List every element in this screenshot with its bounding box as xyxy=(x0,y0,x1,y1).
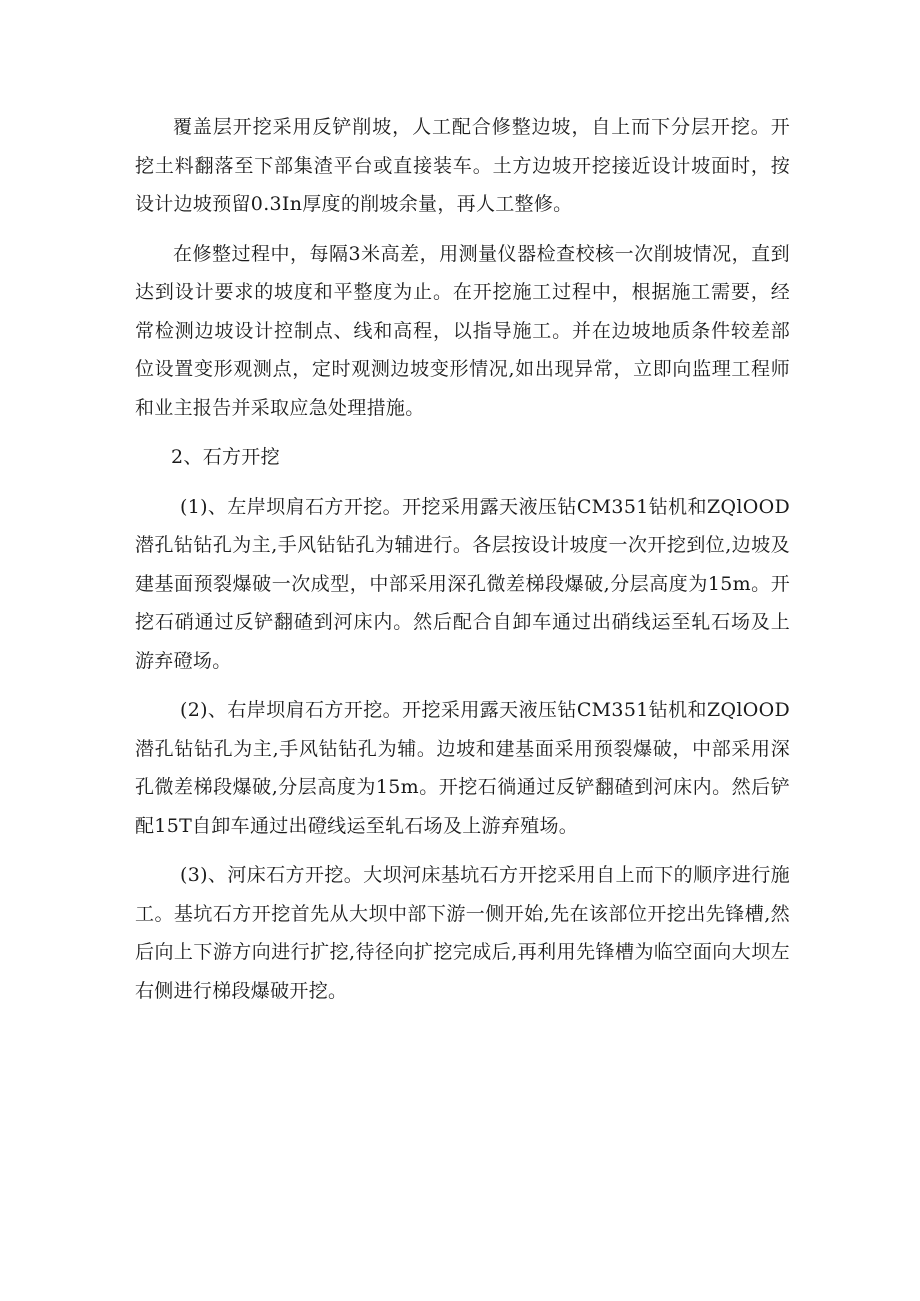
section-heading-rock-excavation: 2、石方开挖 xyxy=(171,446,280,468)
paragraph-overburden-excavation: 覆盖层开挖采用反铲削坡，人工配合修整边坡，自上而下分层开挖。开挖土料翻落至下部集渣平台或直接装车。土方边坡开挖接近设计坡面时，按设计边坡预留0.3In厚度的削坡余量，再人工整修。 xyxy=(135,116,790,215)
list-item-right-abutment: (2)、右岸坝肩石方开挖。开挖采用露天液压钻CM351钻机和ZQlOOD潜孔钻钻孔为主,手风钻钻孔为辅。边坡和建基面采用预裂爆破，中部采用深孔微差梯段爆破,分层高度为15m。开挖石徜通过反铲翻碴到河床内。然后铲配15T自卸车通过出磴线运至轧石场及上游弃殖场。 xyxy=(135,699,790,837)
document-body xyxy=(135,108,790,1021)
list-item-riverbed: (3)、河床石方开挖。大坝河床基坑石方开挖采用自上而下的顺序进行施工。基坑石方开挖首先从大坝中部下游一侧开始,先在该部位开挖出先锋槽,然后向上下游方向进行扩挖,待径向扩挖完成后,再利用先锋槽为临空面向大坝左右侧进行梯段爆破开挖。 xyxy=(135,864,790,1002)
list-item-left-abutment: (1)、左岸坝肩石方开挖。开挖采用露天液压钻CM351钻机和ZQlOOD潜孔钻钻孔为主,手风钻钻孔为辅进行。各层按设计坡度一次开挖到位,边坡及建基面预裂爆破一次成型，中部采用深孔微差梯段爆破,分层高度为15m。开挖石硝通过反铲翻碴到河床内。然后配合自卸车通过出硝线运至轧石场及上游弃磴场。 xyxy=(135,495,790,672)
paragraph-slope-trimming: 在修整过程中，每隔3米高差，用测量仪器检查校核一次削坡情况，直到达到设计要求的坡度和平整度为止。在开挖施工过程中，根据施工需要，经常检测边坡设计控制点、线和高程，以指导施工。并在边坡地质条件较差部位设置变形观测点，定时观测边坡变形情况,如出现异常，立即向监理工程师和业主报告并采取应急处理措施。 xyxy=(135,242,790,419)
